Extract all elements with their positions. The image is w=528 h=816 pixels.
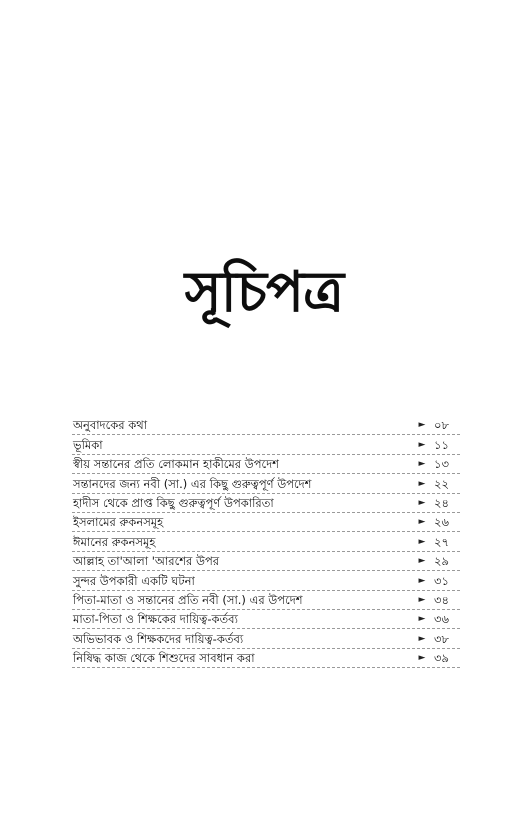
toc-entry-title: নিষিদ্ধ কাজ থেকে শিশুদের সাবধান করা — [73, 651, 255, 666]
toc-entry-title: হাদীস থেকে প্রাপ্ত কিছু গুরুত্বপূর্ণ উপকারিতা — [73, 495, 274, 510]
toc-page-number: ৩১ — [434, 573, 449, 588]
table-of-contents — [72, 416, 460, 668]
toc-page-number: ১১ — [434, 437, 449, 452]
arrow-right-icon: ► — [418, 536, 426, 547]
toc-row[interactable] — [72, 591, 460, 610]
toc-page-number: ৩৬ — [434, 612, 449, 627]
toc-page-number: ২৪ — [434, 495, 449, 510]
toc-row[interactable] — [72, 610, 460, 629]
arrow-right-icon: ► — [418, 575, 426, 586]
arrow-right-icon: ► — [418, 653, 426, 664]
toc-page-number: ৩৮ — [434, 631, 449, 646]
toc-row[interactable] — [72, 494, 460, 513]
toc-entry-title: পিতা-মাতা ও সন্তানের প্রতি নবী (সা.) এর উপদেশ — [73, 592, 303, 607]
toc-entry-title: সুন্দর উপকারী একটি ঘটনা — [73, 573, 195, 588]
arrow-right-icon: ► — [418, 633, 426, 644]
arrow-right-icon: ► — [418, 439, 426, 450]
arrow-right-icon: ► — [418, 556, 426, 567]
toc-row[interactable] — [72, 552, 460, 571]
toc-entry-title: স্বীয় সন্তানের প্রতি লোকমান হাকীমের উপদেশ — [73, 457, 279, 472]
toc-page-number: ৩৯ — [434, 651, 449, 666]
arrow-right-icon: ► — [418, 614, 426, 625]
toc-row[interactable] — [72, 649, 460, 668]
toc-entry-title: ভূমিকা — [73, 437, 103, 452]
arrow-right-icon: ► — [418, 420, 426, 431]
toc-row[interactable] — [72, 629, 460, 648]
toc-row[interactable] — [72, 571, 460, 590]
toc-entry-title: মাতা-পিতা ও শিক্ষকের দায়িত্ব-কর্তব্য — [73, 612, 238, 627]
arrow-right-icon: ► — [418, 497, 426, 508]
toc-row[interactable] — [72, 416, 460, 435]
toc-entry-title: অনুবাদকের কথা — [73, 418, 148, 433]
arrow-right-icon: ► — [418, 517, 426, 528]
toc-entry-title: ঈমানের রুকনসমূহ — [73, 534, 156, 549]
toc-page-number: ০৮ — [434, 418, 449, 433]
toc-entry-title: আল্লাহ তা'আলা 'আরশের উপর — [73, 554, 220, 569]
toc-row[interactable] — [72, 455, 460, 474]
toc-entry-title: অভিভাবক ও শিক্ষকদের দায়িত্ব-কর্তব্য — [73, 631, 244, 646]
toc-row[interactable] — [72, 474, 460, 493]
page-title: সূচিপত্র — [184, 259, 344, 325]
toc-row[interactable] — [72, 435, 460, 454]
arrow-right-icon: ► — [418, 459, 426, 470]
toc-page-number: ২৯ — [434, 554, 449, 569]
toc-page-number: ২২ — [434, 476, 449, 491]
arrow-right-icon: ► — [418, 478, 426, 489]
toc-row[interactable] — [72, 513, 460, 532]
toc-page-number: ২৭ — [434, 534, 449, 549]
toc-page-number: ২৬ — [434, 515, 449, 530]
arrow-right-icon: ► — [418, 594, 426, 605]
toc-entry-title: সন্তানদের জন্য নবী (সা.) এর কিছু গুরুত্বপূর্ণ উপদেশ — [73, 476, 312, 491]
toc-row[interactable] — [72, 532, 460, 551]
toc-page-number: ১৩ — [434, 457, 449, 472]
toc-page-number: ৩৪ — [434, 592, 449, 607]
toc-entry-title: ইসলামের রুকনসমূহ — [73, 515, 164, 530]
